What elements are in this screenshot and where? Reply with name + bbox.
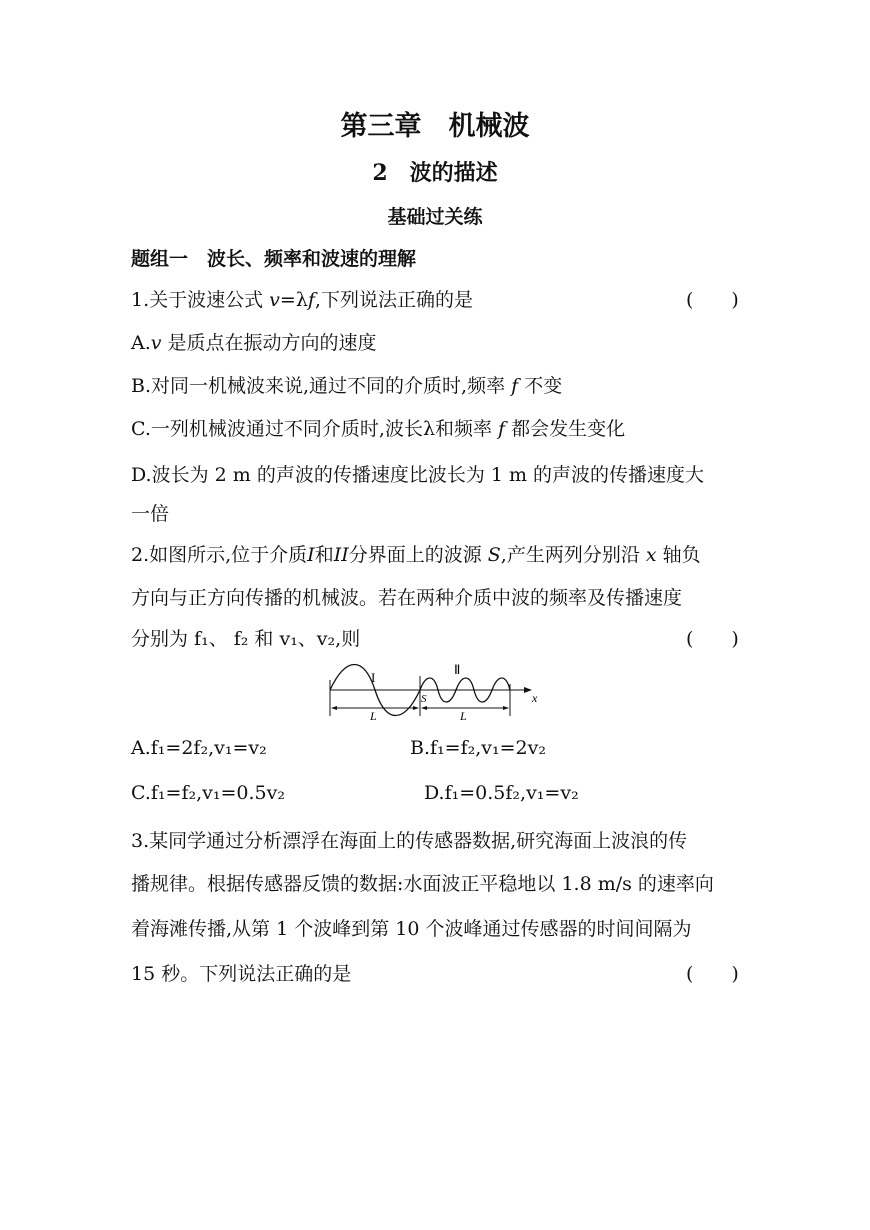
wave-diagram	[326, 660, 546, 722]
label-length-2: L	[460, 709, 467, 722]
label-length-1: L	[370, 709, 377, 722]
q3-stem-line4: 15 秒。下列说法正确的是	[131, 963, 352, 985]
q2-stem-line1: 2.如图所示,位于介质I和II分界面上的波源 S,产生两列分别沿 x 轴负	[131, 544, 701, 566]
section-title: 2 波的描述	[372, 160, 498, 186]
label-x-axis: x	[532, 691, 538, 705]
q2-stem-line3: 分别为 f₁、 f₂ 和 v₁、v₂,则	[131, 628, 361, 650]
length-arrowhead	[503, 706, 509, 710]
length-arrowhead	[331, 706, 337, 710]
q2-option-c: C.f₁=f₂,v₁=0.5v₂	[131, 782, 285, 804]
length-arrowhead	[421, 706, 427, 710]
label-medium-2: Ⅱ	[454, 662, 461, 677]
q1-option-b: B.对同一机械波来说,通过不同的介质时,频率 f 不变	[131, 375, 563, 397]
q2-stem-line2: 方向与正方向传播的机械波。若在两种介质中波的频率及传播速度	[131, 587, 683, 609]
q1-option-a: A.v 是质点在振动方向的速度	[131, 332, 377, 354]
q3-answer-blank: ( )	[686, 963, 739, 985]
q3-stem-line3: 着海滩传播,从第 1 个波峰到第 10 个波峰通过传感器的时间间隔为	[131, 918, 692, 940]
q1-stem: 1.关于波速公式 v=λf,下列说法正确的是	[131, 289, 473, 311]
q1-option-c: C.一列机械波通过不同介质时,波长λ和频率 f 都会发生变化	[131, 418, 626, 440]
q2-answer-blank: ( )	[686, 628, 739, 650]
q2-option-b: B.f₁=f₂,v₁=2v₂	[410, 737, 546, 759]
label-medium-1: I	[371, 670, 376, 685]
q1-answer-blank: ( )	[686, 289, 739, 311]
q1-option-d-line2: 一倍	[131, 503, 170, 525]
question-group-heading: 题组一 波长、频率和波速的理解	[131, 248, 417, 270]
x-axis-arrow	[524, 687, 532, 693]
q1-option-d-line1: D.波长为 2 m 的声波的传播速度比波长为 1 m 的声波的传播速度大	[131, 464, 705, 486]
chapter-title: 第三章 机械波	[340, 111, 530, 142]
label-source-s: S	[421, 693, 427, 705]
exercise-subtitle: 基础过关练	[387, 206, 483, 228]
q3-stem-line1: 3.某同学通过分析漂浮在海面上的传感器数据,研究海面上波浪的传	[131, 830, 688, 852]
length-arrowhead	[413, 706, 419, 710]
q3-stem-line2: 播规律。根据传感器反馈的数据:水面波正平稳地以 1.8 m/s 的速率向	[131, 873, 714, 895]
q2-option-d: D.f₁=0.5f₂,v₁=v₂	[424, 782, 579, 804]
q2-option-a: A.f₁=2f₂,v₁=v₂	[131, 737, 267, 759]
